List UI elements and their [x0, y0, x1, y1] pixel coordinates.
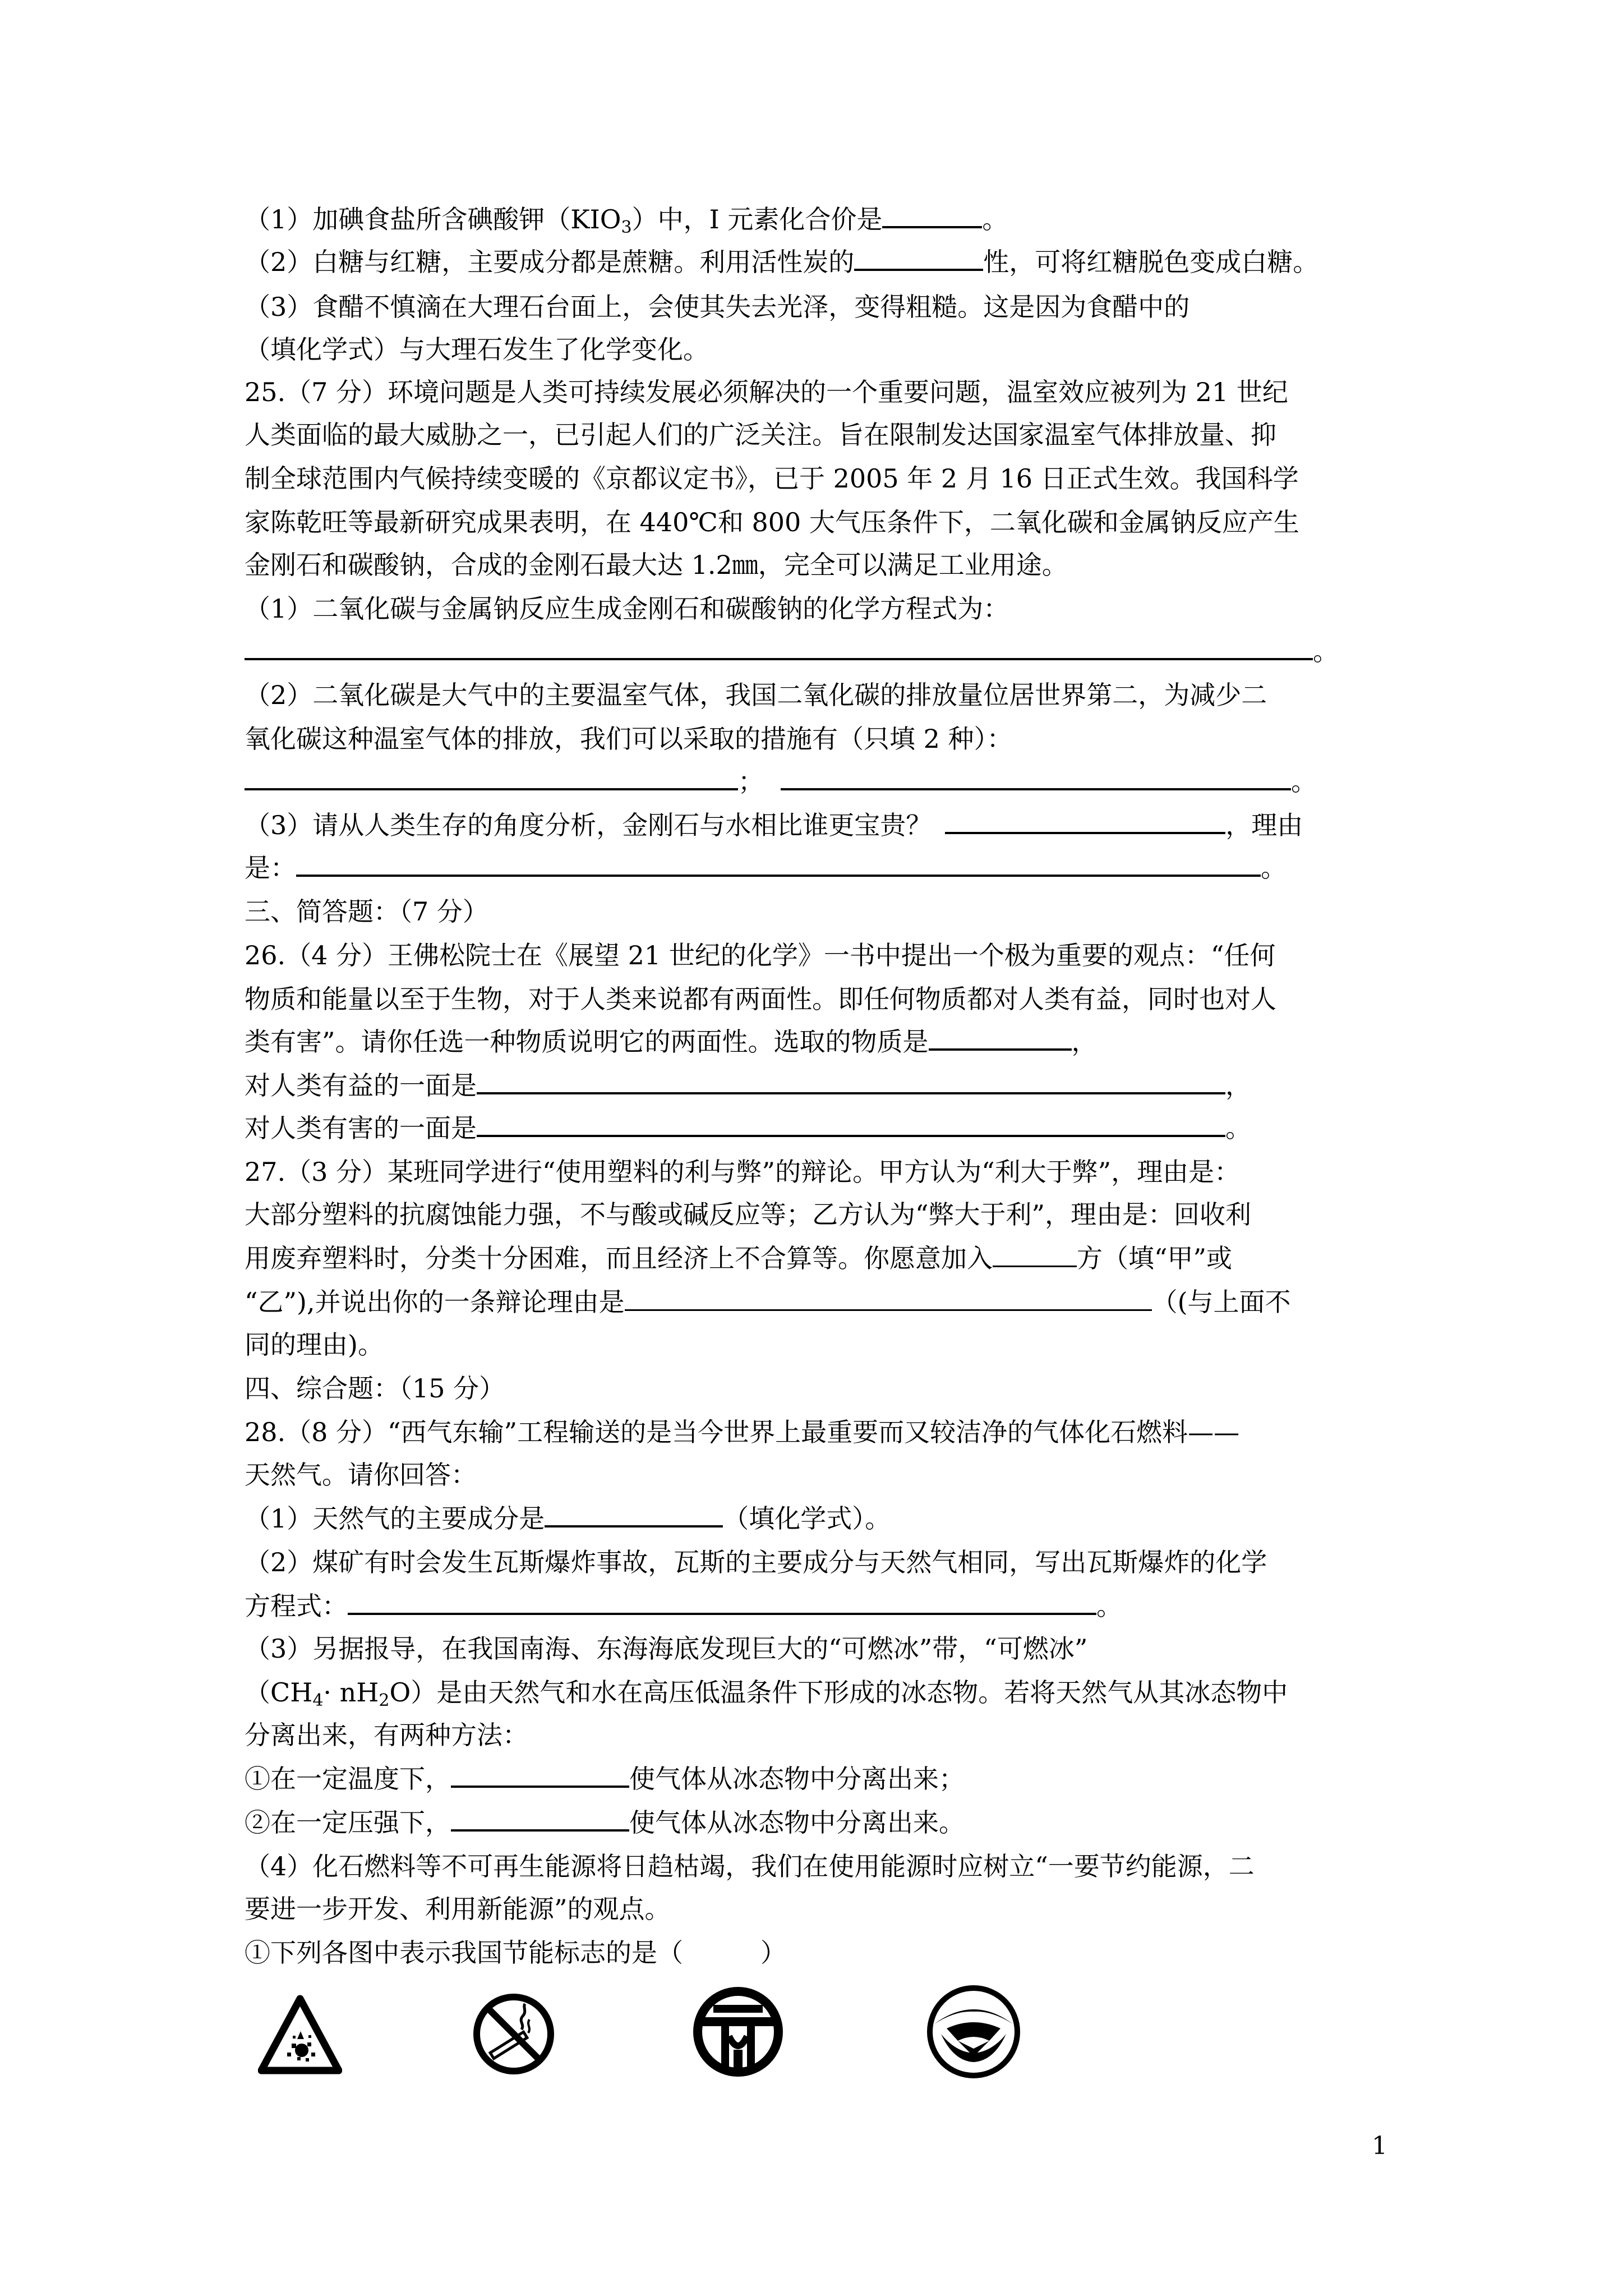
q27-line4: “乙”),并说出你的一条辩论理由是 （(与上面不: [245, 1287, 1291, 1317]
q28-part1: （1）天然气的主要成分是 （填化学式）。: [245, 1503, 891, 1534]
q24-part1: （1）加碘食盐所含碘酸钾$(KIO_3)$中，I 元素化合价是 。: [245, 204, 1008, 237]
blank-line: [929, 1026, 1072, 1051]
blank-line: [245, 766, 738, 790]
q27-line5: 同的理由)。: [245, 1329, 384, 1360]
q25-part2-line1: （2）二氧化碳是大气中的主要温室气体，我国二氧化碳的排放量位居世界第二，为减少二: [245, 680, 1267, 710]
no-smoking-icon: [470, 1990, 557, 2078]
q28-method2: ②在一定压强下， 使气体从冰态物中分离出来。: [245, 1807, 965, 1838]
blank-line: [781, 766, 1291, 790]
section-3-heading: 三、简答题：（7 分）: [245, 896, 488, 927]
q25-part1: （1）二氧化碳与金属钠反应生成金刚石和碳酸钠的化学方程式为：: [245, 593, 1009, 624]
blank-line: [348, 1590, 1096, 1615]
q26-line5: 对人类有害的一面是 。: [245, 1113, 1251, 1143]
water-saving-icon: [689, 1982, 787, 2081]
q24-part3-line1: （3）食醋不慎滴在大理石台面上，会使其失去光泽，变得粗糙。这是因为食醋中的: [245, 292, 1190, 322]
q28-line1: 28.（8 分）“西气东输”工程输送的是当今世界上最重要而又较洁净的气体化石燃料——: [245, 1417, 1240, 1447]
q28-part3-line1: （3）另据报导，在我国南海、东海海底发现巨大的“可燃冰”带，“可燃冰”: [245, 1634, 1088, 1664]
q25-line5: 金刚石和碳酸钠，合成的金刚石最大达 1.2㎜，完全可以满足工业用途。: [245, 550, 1068, 580]
q27-line3: 用废弃塑料时，分类十分困难，而且经济上不合算等。你愿意加入 方（填“甲”或: [245, 1243, 1233, 1273]
q26-line2: 物质和能量以至于生物，对于人类来说都有两面性。即任何物质都对人类有益，同时也对人: [245, 984, 1276, 1014]
q25-part2-answer: ； 。: [245, 765, 1317, 798]
q28-part2-line2: 方程式： 。: [245, 1591, 1122, 1621]
q25-part2-line2: 氧化碳这种温室气体的排放，我们可以采取的措施有（只填 2 种）：: [245, 724, 1013, 754]
q25-line3: 制全球范围内气候持续变暖的《京都议定书》，已于 2005 年 2 月 16 日正式生效。我国科学: [245, 463, 1299, 494]
blank-line: [854, 246, 983, 271]
q25-part1-answer: 。: [245, 635, 1339, 668]
blank-line: [945, 809, 1225, 834]
q28-line2: 天然气。请你回答：: [245, 1460, 477, 1490]
blank-line: [882, 204, 982, 228]
q24-part2: （2）白糖与红糖，主要成分都是蔗糖。利用活性炭的 性，可将红糖脱色变成白糖。: [245, 247, 1319, 277]
energy-saving-icon: [924, 1982, 1023, 2081]
explosive-warning-icon: [258, 1994, 342, 2076]
q28-method1: ①在一定温度下， 使气体从冰态物中分离出来；: [245, 1764, 965, 1794]
q26-line1: 26.（4 分）王佛松院士在《展望 21 世纪的化学》一书中提出一个极为重要的观点：“任何: [245, 940, 1276, 970]
blank-line: [477, 1112, 1225, 1137]
blank-line: [545, 1503, 723, 1527]
blank-line: [451, 1763, 629, 1788]
page-number: 1: [1372, 2132, 1387, 2160]
q28-part3-line2: $(CH_4\cdot nH_2O)$是由天然气和水在高压低温条件下形成的冰态物。若将天然气从其冰态物中: [245, 1677, 1288, 1710]
q28-part3-line3: 分离出来，有两种方法：: [245, 1720, 528, 1750]
q27-line1: 27.（3 分）某班同学进行“使用塑料的利与弊”的辩论。甲方认为“利大于弊”，理由是：: [245, 1157, 1241, 1187]
blank-line: [477, 1070, 1225, 1094]
q24-part3-line2: （填化学式）与大理石发生了化学变化。: [245, 334, 709, 365]
q25-line2: 人类面临的最大威胁之一，已引起人们的广泛关注。旨在限制发达国家温室气体排放量、抑: [245, 420, 1276, 450]
q25-part3-line2: 是： 。: [245, 853, 1287, 883]
q28-part4-question: ①下列各图中表示我国节能标志的是（ ）: [245, 1938, 786, 1968]
q28-part4-line1: （4）化石燃料等不可再生能源将日趋枯竭，我们在使用能源时应树立“一要节约能源，二: [245, 1851, 1255, 1881]
blank-line: [451, 1807, 629, 1832]
blank-line: [625, 1287, 1152, 1311]
blank-line: [245, 636, 1313, 660]
q28-part2-line1: （2）煤矿有时会发生瓦斯爆炸事故，瓦斯的主要成分与天然气相同，写出瓦斯爆炸的化学: [245, 1547, 1267, 1577]
section-4-heading: 四、综合题：（15 分）: [245, 1373, 505, 1404]
q26-line3: 类有害”。请你任选一种物质说明它的两面性。选取的物质是 ，: [245, 1027, 1098, 1057]
q25-line1: 25.（7 分）环境问题是人类可持续发展必须解决的一个重要问题，温室效应被列为 21 世纪: [245, 377, 1288, 407]
q27-line2: 大部分塑料的抗腐蚀能力强，不与酸或碱反应等；乙方认为“弊大于利”，理由是：回收利: [245, 1199, 1252, 1230]
blank-line: [993, 1243, 1077, 1267]
q28-part4-line2: 要进一步开发、利用新能源”的观点。: [245, 1894, 671, 1924]
q25-part3-line1: （3）请从人类生存的角度分析，金刚石与水相比谁更宝贵？ ，理由: [245, 810, 1303, 840]
blank-line: [296, 852, 1261, 877]
q26-line4: 对人类有益的一面是 ，: [245, 1070, 1251, 1101]
q25-line4: 家陈乾旺等最新研究成果表明，在 440℃和 800 大气压条件下，二氧化碳和金属钠反应产生: [245, 507, 1299, 537]
